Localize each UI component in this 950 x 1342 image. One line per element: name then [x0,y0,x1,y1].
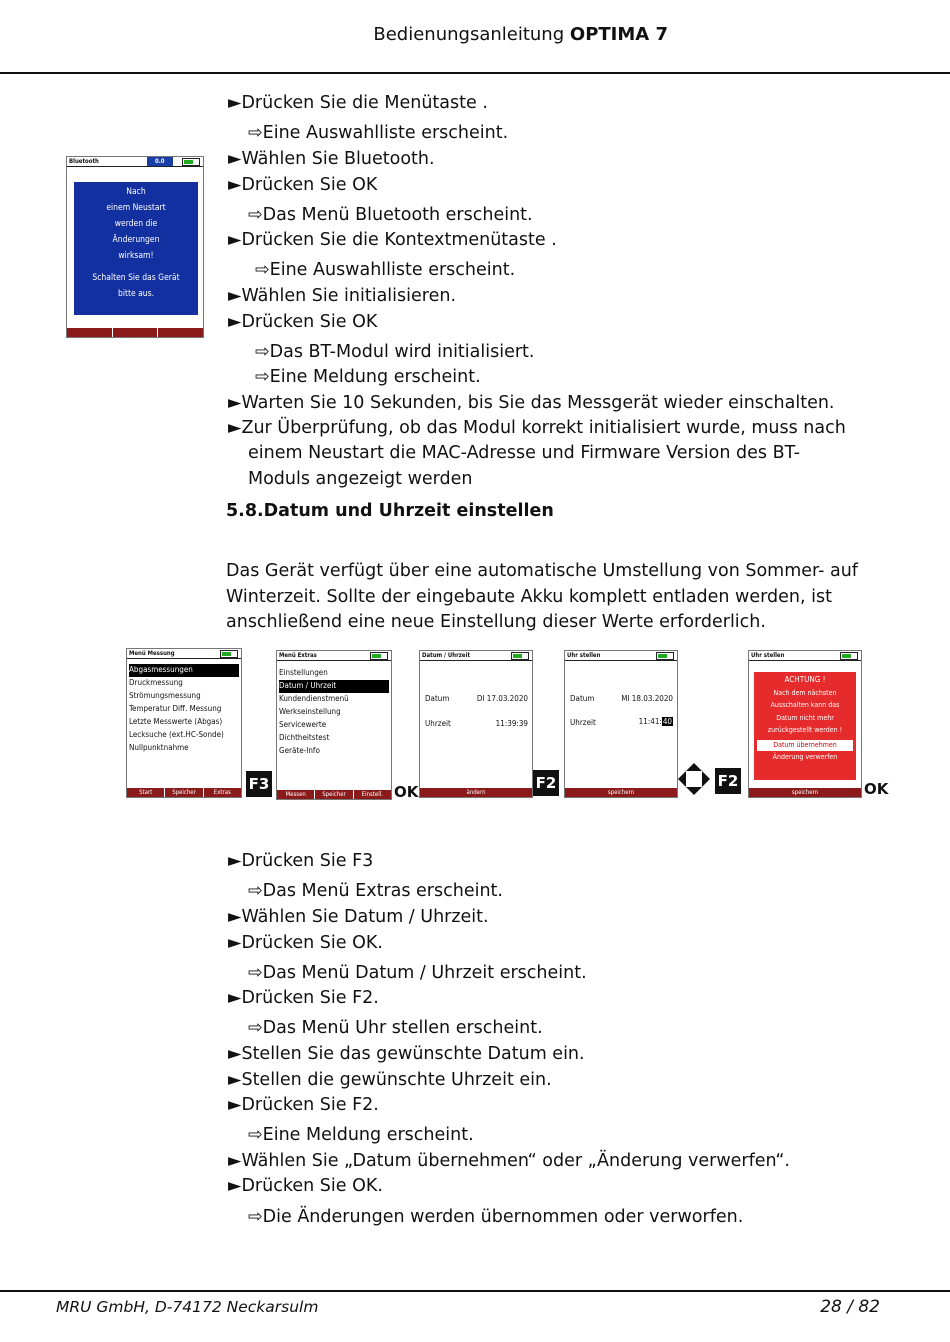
battery-icon [370,652,388,660]
menu-item: Kundendienstmenü [279,694,349,703]
battery-icon [220,650,238,658]
screen-title: Datum / Uhrzeit [420,651,532,661]
uhrzeit-value: 11:39:39 [495,719,528,728]
battery-icon [511,652,529,660]
step: ►Drücken Sie OK [228,312,378,332]
datum-value: DI 17.03.2020 [476,694,528,703]
menu-item: Strömungsmessung [129,691,201,700]
ok-key-label: OK [394,783,419,801]
result: ⇨Das Menü Extras erscheint. [248,881,503,901]
bluetooth-screen [66,156,204,338]
menu-item: Datum / Uhrzeit [279,680,389,693]
intro-paragraph: Das Gerät verfügt über eine automatische Umstellung von Sommer- auf Winterzeit. Sollte der eingebaute Akku komplett entladen werden, ist anschließend eine neue Einstellung dieser Werte erforderlich. [226,561,858,632]
softkey-bar: speichern [565,788,677,797]
step: ►Drücken Sie OK. [228,1176,383,1196]
step: ►Zur Überprüfung, ob das Modul korrekt initialisiert wurde, muss nach [228,418,846,438]
screen-title: Menü Messung [127,649,241,659]
warning-popup: ACHTUNG ! Nach dem nächsten Ausschalten kann das Datum nicht mehr zurückgestellt werden ! Datum übernehmen Änderung verwerfen [754,672,856,780]
uhrzeit-label: Uhrzeit [425,719,451,728]
step-cont: Moduls angezeigt werden [248,469,473,489]
step: ►Drücken Sie OK. [228,933,383,953]
section-title: 5.8.Datum und Uhrzeit einstellen [226,501,554,521]
result: ⇨Die Änderungen werden übernommen oder verworfen. [248,1207,744,1227]
option-aenderung-verwerfen: Änderung verwerfen [772,752,838,761]
step: ►Drücken Sie F3 [228,851,374,871]
menu-item: Geräte-Info [279,746,320,755]
uhrzeit-label: Uhrzeit [570,718,596,727]
menu-item: Temperatur Diff. Messung [129,704,222,713]
result: ⇨Eine Auswahlliste erscheint. [255,260,516,280]
option-datum-uebernehmen: Datum übernehmen [757,740,853,751]
step: ►Drücken Sie die Kontextmenütaste . [228,230,557,250]
menu-item: Letzte Messwerte (Abgas) [129,717,223,726]
screen-title: Uhr stellen [749,651,861,661]
datum-value: MI 18.03.2020 [621,694,673,703]
step: ►Stellen die gewünschte Uhrzeit ein. [228,1070,552,1090]
softkey-bar: ändern [420,788,532,797]
step: ►Warten Sie 10 Sekunden, bis Sie das Messgerät wieder einschalten. [228,393,835,413]
menu-item: Servicewerte [279,720,327,729]
f3-key-icon: F3 [246,771,272,797]
step: ►Drücken Sie OK [228,175,378,195]
f2-key-icon: F2 [533,770,559,796]
f2-key-icon: F2 [715,768,741,794]
step: ►Wählen Sie initialisieren. [228,286,457,306]
navigation-cross-icon [677,762,711,796]
result: ⇨Eine Meldung erscheint. [255,367,481,387]
softkey-bar: Messen Speicher Einstell. [277,790,391,799]
battery-icon [840,652,858,660]
menu-item: Druckmessung [129,678,183,687]
battery-icon [182,158,200,166]
battery-icon [656,652,674,660]
step-cont: einem Neustart die MAC-Adresse und Firmware Version des BT- [248,443,800,463]
result: ⇨Das Menü Datum / Uhrzeit erscheint. [248,963,587,983]
uhr-stellen-screen [564,650,678,798]
version-badge: 0.0 [147,157,173,166]
softkey-bar: speichern [749,788,861,797]
datum-label: Datum [570,694,595,703]
header-rule [0,72,950,74]
step: ►Wählen Sie Datum / Uhrzeit. [228,907,489,927]
seconds-field: 40 [662,717,672,726]
header-title: Bedienungsanleitung OPTIMA 7 [373,24,668,45]
screen-title: Uhr stellen [565,651,677,661]
datum-uhrzeit-screen [419,650,533,798]
step: ►Wählen Sie „Datum übernehmen“ oder „Änderung verwerfen“. [228,1151,790,1171]
menu-item: Dichtheitstest [279,733,330,742]
menu-item: Abgasmessungen [129,664,239,677]
menu-item: Nullpunktnahme [129,743,189,752]
screen-title: Menü Extras [277,651,391,661]
step: ►Drücken Sie die Menütaste . [228,93,488,113]
footer-rule [0,1290,950,1292]
step: ►Stellen Sie das gewünschte Datum ein. [228,1044,585,1064]
result: ⇨Das Menü Uhr stellen erscheint. [248,1018,543,1038]
menu-item: Werkseinstellung [279,707,341,716]
uhr-stellen-warning-screen [748,650,862,798]
page-number: 28 / 82 [820,1297,880,1317]
menu-item: Lecksuche (ext.HC-Sonde) [129,730,224,739]
menu-extras-screen [276,650,392,800]
result: ⇨Eine Meldung erscheint. [248,1125,474,1145]
uhrzeit-value: 11:41:40 [638,717,672,726]
ok-key-label: OK [864,780,889,798]
step: ►Wählen Sie Bluetooth. [228,149,435,169]
softkey-bar: Start Speicher Extras [127,788,241,797]
datum-label: Datum [425,694,450,703]
menu-item: Einstellungen [279,668,328,677]
result: ⇨Das Menü Bluetooth erscheint. [248,205,533,225]
result: ⇨Das BT-Modul wird initialisiert. [255,342,535,362]
result: ⇨Eine Auswahlliste erscheint. [248,123,509,143]
step: ►Drücken Sie F2. [228,1095,379,1115]
menu-messung-screen [126,648,242,798]
footer-company: MRU GmbH, D-74172 Neckarsulm [56,1298,319,1316]
softkey-bar [67,328,203,337]
notice-popup: Nach einem Neustart werden die Änderungen wirksam! Schalten Sie das Gerät bitte aus. [73,181,199,316]
step: ►Drücken Sie F2. [228,988,379,1008]
screen-title: Bluetooth 0.0 [67,157,203,167]
page-header [0,24,950,48]
